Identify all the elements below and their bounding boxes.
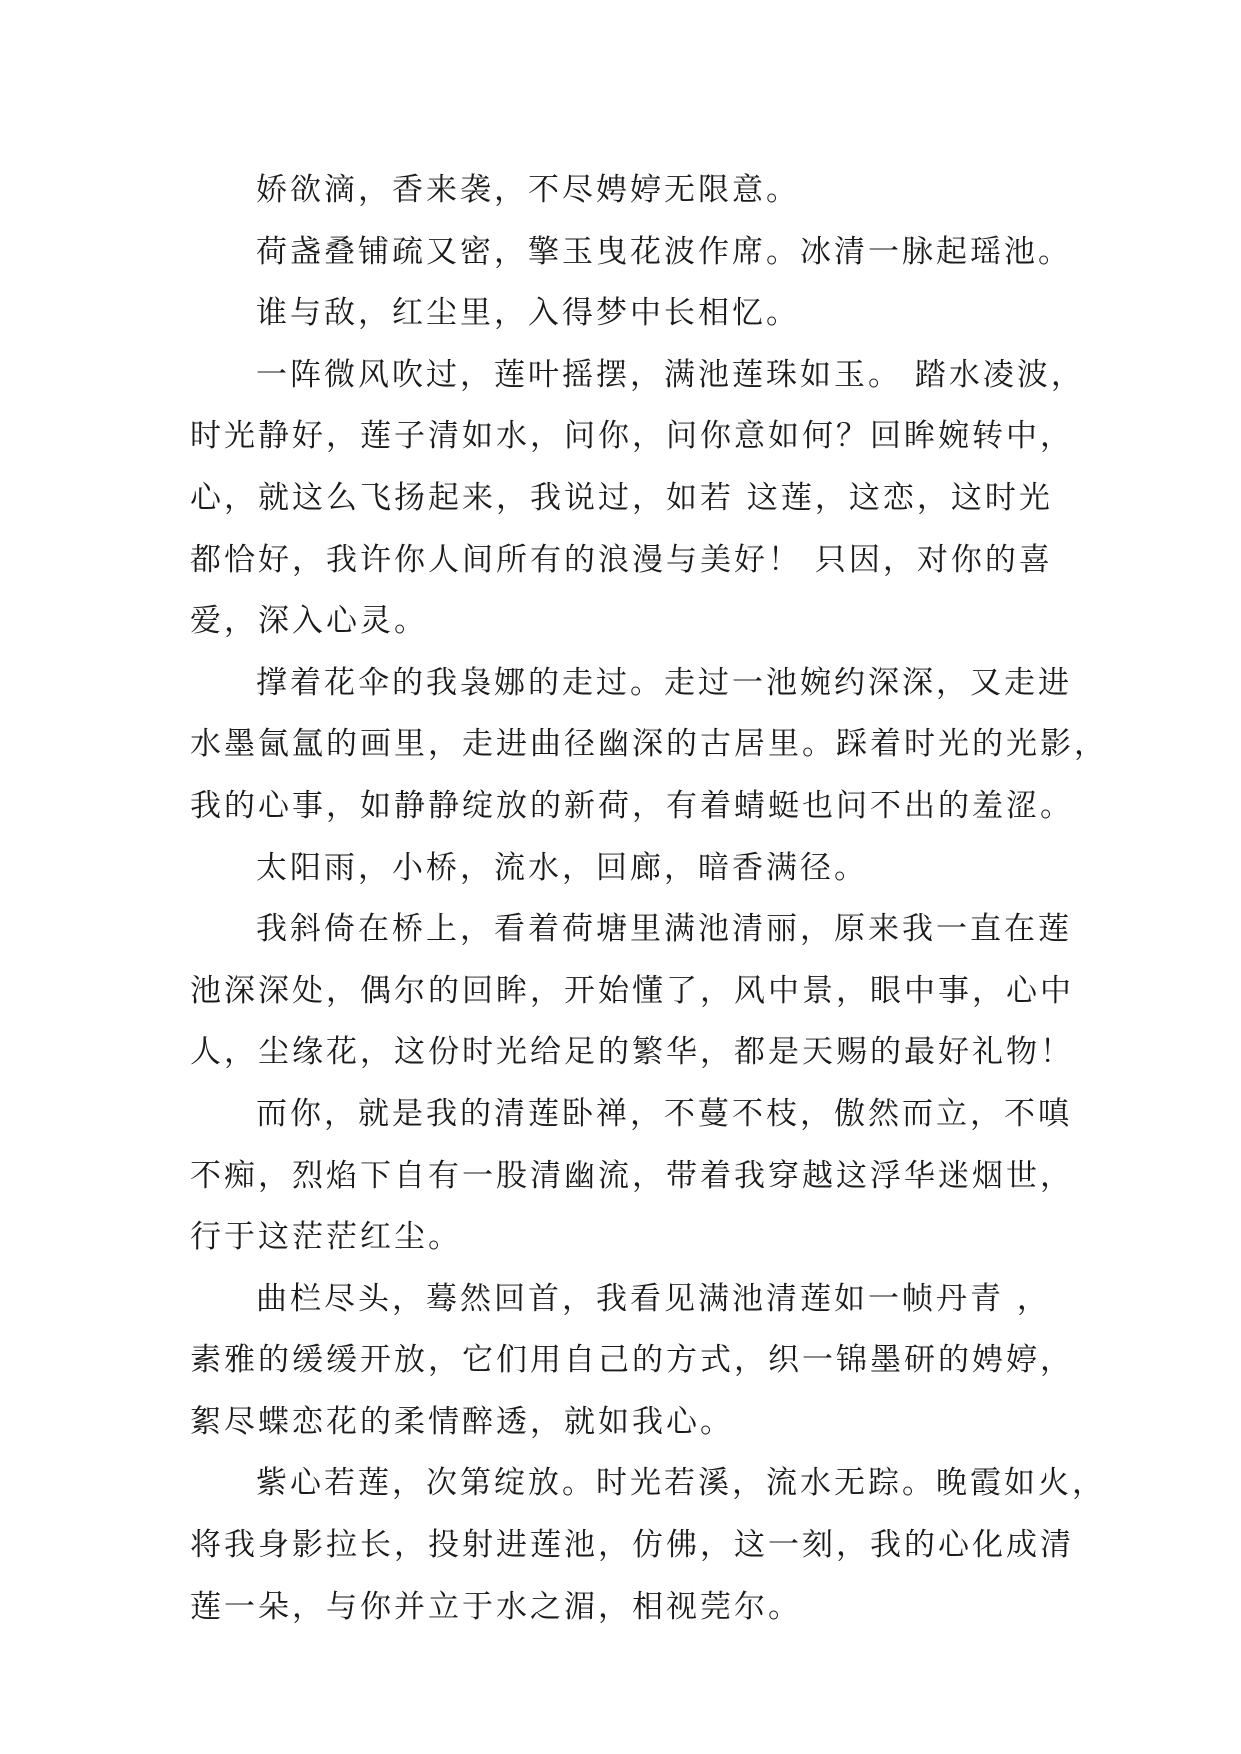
text-line: 人，尘缘花，这份时光给足的繁华，都是天赐的最好礼物！ xyxy=(190,1034,1074,1071)
text-line: 一阵微风吹过，莲叶摇摆，满池莲珠如玉。 踏水凌波， xyxy=(256,356,1085,393)
text-line: 紫心若莲，次第绽放。时光若溪，流水无踪。晚霞如火， xyxy=(256,1465,1106,1502)
text-line: 我斜倚在桥上，看着荷塘里满池清丽，原来我一直在莲 xyxy=(256,911,1072,948)
paragraph xyxy=(190,838,1070,900)
paragraph xyxy=(190,899,1074,1084)
paragraph xyxy=(190,1269,1074,1454)
paragraph xyxy=(190,1084,1074,1269)
text-line: 心，就这么飞扬起来，我说过，如若 这莲，这恋，这时光 xyxy=(190,479,1053,516)
text-line: 爱，深入心灵。 xyxy=(190,603,428,640)
text-line: 行于这茫茫红尘。 xyxy=(190,1219,462,1256)
text-line: 而你，就是我的清莲卧禅，不蔓不枝，傲然而立，不嗔 xyxy=(256,1095,1072,1132)
text-line: 谁与敌，红尘里，入得梦中长相忆。 xyxy=(256,295,800,332)
document-body xyxy=(190,160,1108,1638)
text-line: 池深深处，偶尔的回眸，开始懂了，风中景，眼中事，心中 xyxy=(190,972,1074,1009)
text-line: 絮尽蝶恋花的柔情醉透，就如我心。 xyxy=(190,1403,734,1440)
text-line: 莲一朵，与你并立于水之湄，相视莞尔。 xyxy=(190,1588,802,1625)
text-line: 我的心事，如静静绽放的新荷，有着蜻蜓也问不出的羞涩。 xyxy=(190,787,1074,824)
paragraph xyxy=(190,345,1085,653)
text-line: 时光静好，莲子清如水，问你，问你意如何？回眸婉转中， xyxy=(190,418,1074,455)
text-line: 曲栏尽头，蓦然回首，我看见满池清莲如一帧丹青 ， xyxy=(256,1280,1051,1317)
text-line: 娇欲滴，香来袭，不尽娉婷无限意。 xyxy=(256,172,800,208)
text-line: 都恰好，我许你人间所有的浪漫与美好！ 只因，对你的喜 xyxy=(190,541,1053,578)
text-line: 荷盏叠铺疏又密，擎玉曳花波作席。冰清一脉起瑶池。 xyxy=(256,233,1072,270)
paragraph xyxy=(190,653,1108,838)
paragraph xyxy=(190,160,1070,222)
paragraph xyxy=(190,222,1070,284)
text-line: 将我身影拉长，投射进莲池，仿佛，这一刻，我的心化成清 xyxy=(190,1527,1074,1564)
paragraph xyxy=(190,283,1070,345)
text-line: 撑着花伞的我袅娜的走过。走过一池婉约深深，又走进 xyxy=(256,664,1072,701)
paragraph xyxy=(190,1453,1106,1638)
text-line: 太阳雨，小桥，流水，回廊，暗香满径。 xyxy=(256,849,868,886)
text-line: 水墨氤氲的画里，走进曲径幽深的古居里。踩着时光的光影， xyxy=(190,726,1108,763)
text-line: 素雅的缓缓开放，它们用自己的方式，织一锦墨研的娉婷， xyxy=(190,1342,1074,1379)
text-line: 不痴，烈焰下自有一股清幽流，带着我穿越这浮华迷烟世， xyxy=(190,1157,1074,1194)
